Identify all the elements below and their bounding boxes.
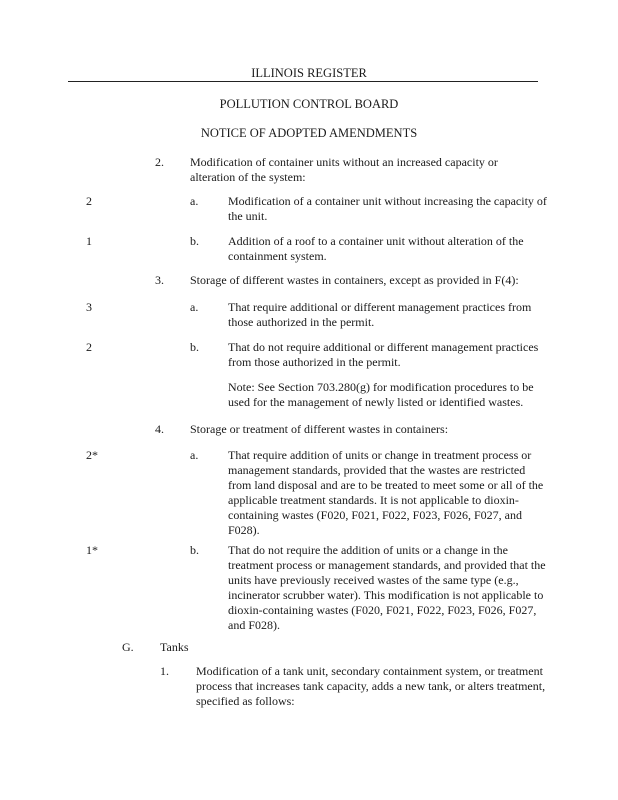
- sub-text: That require addition of units or change in treatment process or management standards, provided that the wastes are restricted from land disposal and are to be treated to meet some or all of the applicable treatment standards. It is not applicable to dioxin-containing wastes (F020, F021, F022, F023, F026, F027, and F028).: [228, 448, 544, 537]
- class-number: 2: [86, 194, 92, 208]
- item-number: 2.: [155, 155, 164, 169]
- notice-title: NOTICE OF ADOPTED AMENDMENTS: [200, 126, 418, 140]
- sub-text: That do not require additional or different management practices from those authorized in the permit.: [228, 340, 539, 369]
- sub-letter: a.: [190, 300, 199, 314]
- class-number: 3: [86, 300, 92, 314]
- sub-text: That require additional or different management practices from those authorized in the permit.: [228, 300, 532, 329]
- sub-letter: b.: [190, 543, 199, 557]
- class-number: 2: [86, 340, 92, 354]
- item-text: Modification of container units without an increased capacity or alteration of the system:: [190, 155, 498, 184]
- section-title: Tanks: [160, 640, 189, 654]
- sub-letter: a.: [190, 448, 199, 462]
- class-number: 1*: [86, 543, 98, 557]
- sub-letter: b.: [190, 340, 199, 354]
- sub-letter: b.: [190, 234, 199, 248]
- sub-text: Modification of a container unit without increasing the capacity of the unit.: [228, 194, 547, 223]
- class-number: 1: [86, 234, 92, 248]
- board-title: POLLUTION CONTROL BOARD: [219, 97, 399, 111]
- item-number: 4.: [155, 422, 164, 436]
- item-text: Modification of a tank unit, secondary containment system, or treatment process that increases tank capacity, adds a new tank, or alters treatment, specified as follows:: [196, 664, 546, 708]
- item-number: 3.: [155, 273, 164, 287]
- item-text: Storage or treatment of different wastes in containers:: [190, 422, 449, 436]
- note-text: Note: See Section 703.280(g) for modification procedures to be used for the management of newly listed or identified wastes.: [228, 380, 534, 409]
- item-text: Storage of different wastes in containers, except as provided in F(4):: [190, 273, 519, 287]
- sub-letter: a.: [190, 194, 199, 208]
- item-number: 1.: [160, 664, 169, 678]
- section-letter: G.: [122, 640, 134, 654]
- class-number: 2*: [86, 448, 98, 462]
- register-title: ILLINOIS REGISTER: [251, 66, 367, 80]
- sub-text: That do not require the addition of units or a change in the treatment process or management standards, and provided that the units have previously received wastes of the same type (e.g., incinerator scrubber water). This modification is not applicable to dioxin-containing wastes (F020, F021, F022, F023, F026, F027, and F028).: [228, 543, 546, 632]
- header-rule: [68, 81, 538, 82]
- sub-text: Addition of a roof to a container unit without alteration of the containment system.: [228, 234, 524, 263]
